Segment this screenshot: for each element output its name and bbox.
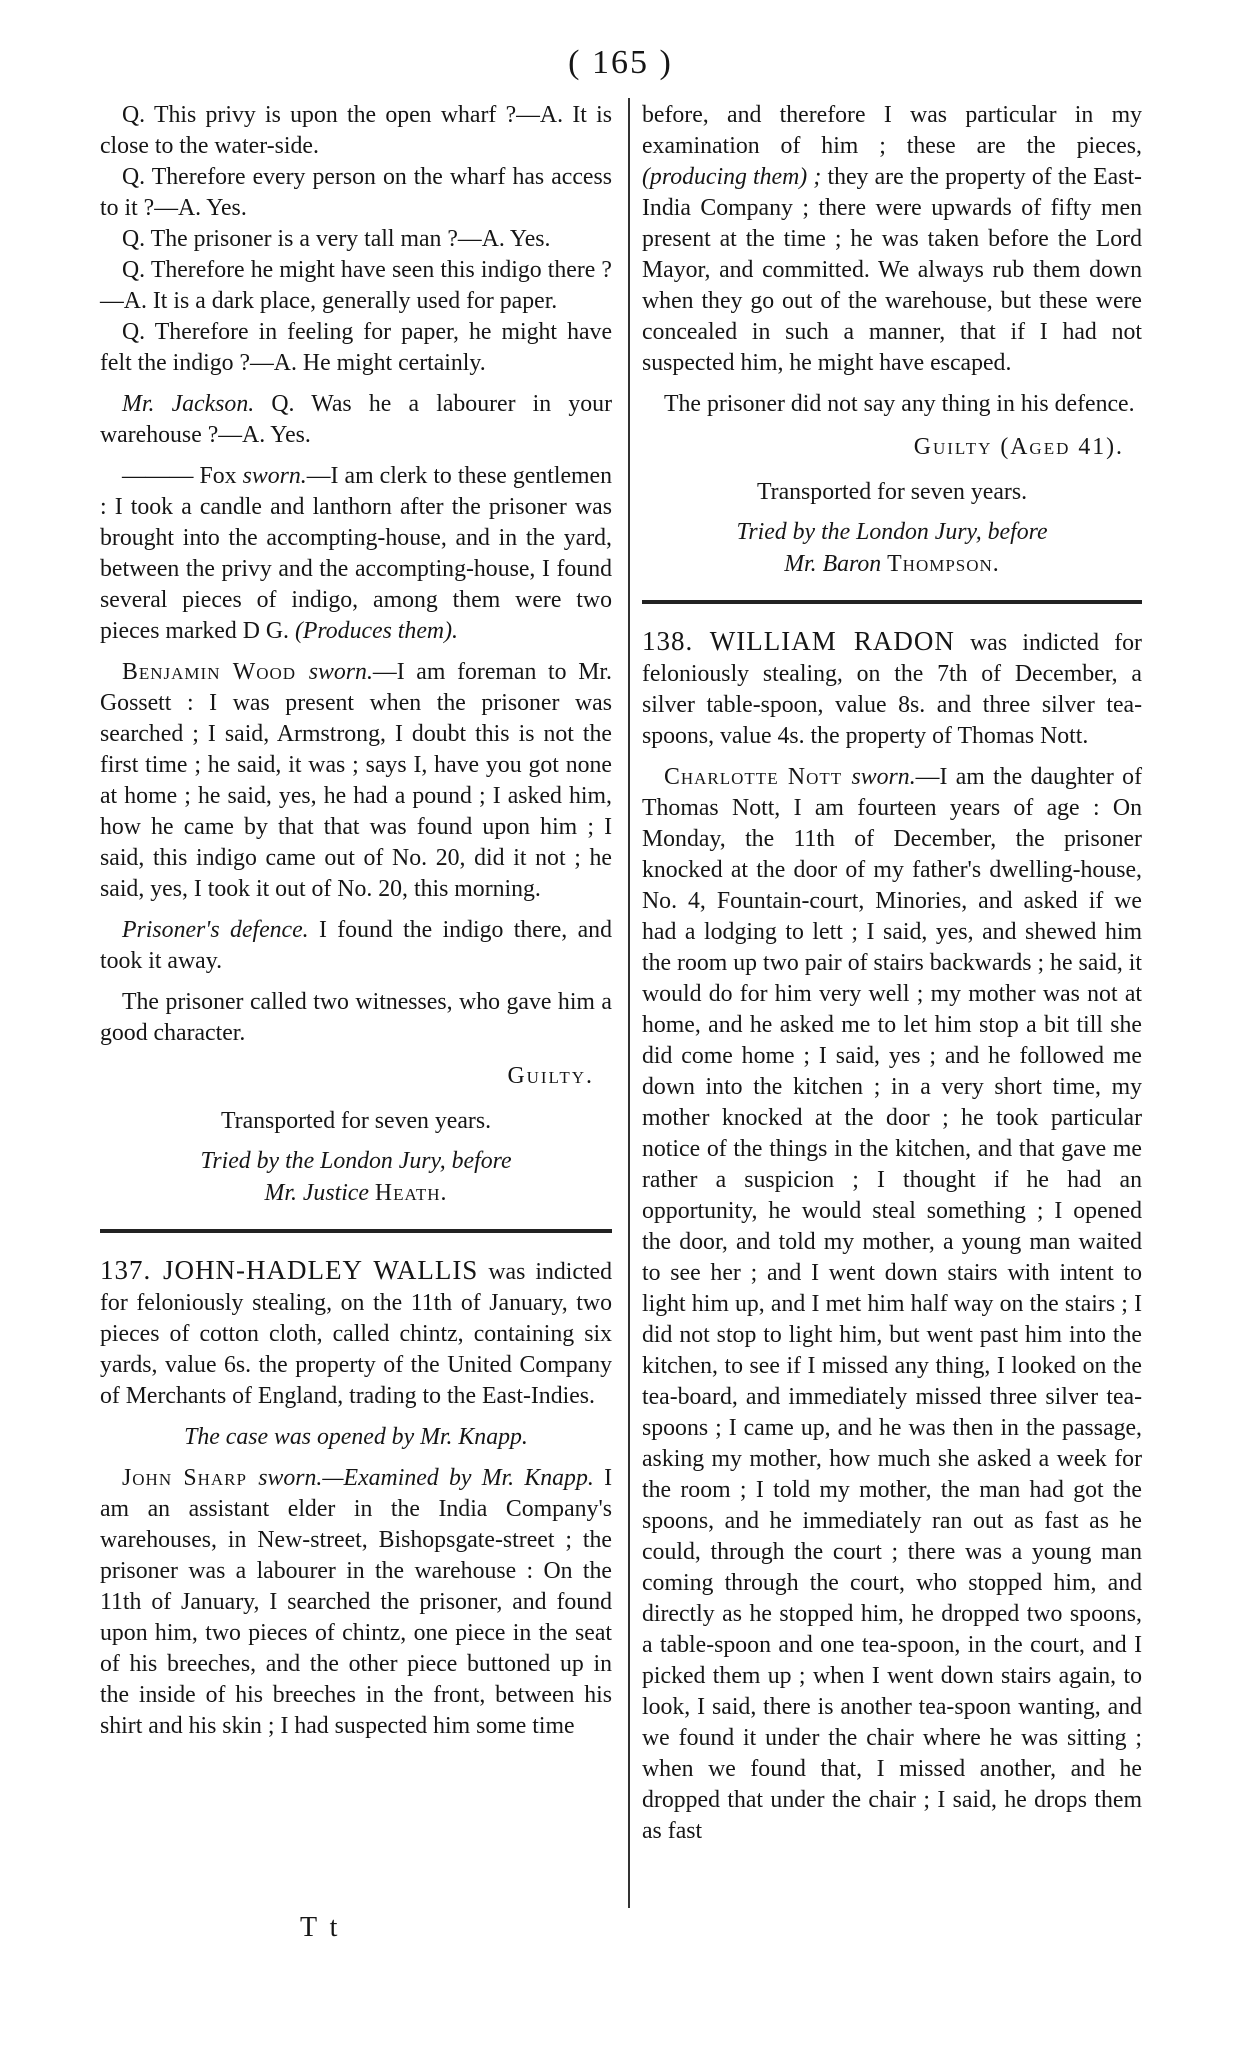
question-2: Q. Therefore every person on the wharf has access to it ?—A. Yes. bbox=[100, 164, 612, 221]
question-6 bbox=[100, 389, 612, 451]
tried-by bbox=[100, 1145, 612, 1209]
wood-name: Benjamin Wood bbox=[122, 659, 309, 685]
defence-text: I found the indigo there, and took it away. bbox=[100, 917, 612, 974]
question-1: Q. This privy is upon the open wharf ?—A. It is close to the water-side. bbox=[100, 102, 612, 159]
right-column bbox=[642, 100, 1142, 1847]
sharp-name: John Sharp bbox=[122, 1465, 259, 1491]
verdict: Guilty. bbox=[507, 1063, 594, 1089]
no-defence: The prisoner did not say any thing in his defence. bbox=[664, 391, 1135, 417]
tried-right-line-2a: Mr. Baron bbox=[784, 551, 888, 577]
judge-name-right: Thompson. bbox=[887, 551, 1000, 577]
case-opened: The case was opened by Mr. Knapp. bbox=[184, 1424, 528, 1450]
question-4: Q. Therefore he might have seen this indigo there ?—A. It is a dark place, generally used for paper. bbox=[100, 257, 612, 314]
tried-by-right bbox=[642, 516, 1142, 580]
nott-testimony bbox=[642, 762, 1142, 1847]
cont-text: before, and therefore I was particular in my examination of him ; these are the pieces, bbox=[642, 102, 1142, 159]
witnesses-text: The prisoner called two witnesses, who gave him a good character. bbox=[100, 989, 612, 1046]
sharp-text: I am an assistant elder in the India Company's warehouses, in New-street, Bishopsgate-street ; the prisoner was a labourer in the warehouse : On the 11th of January, I searched the prisoner, and found upon him, two pieces of chintz, one piece in the seat of his breeches, and the other piece buttoned up in the inside of his breeches in the front, between his shirt and his skin ; I had suspected him some time bbox=[100, 1465, 612, 1739]
sharp-sworn: sworn.—Examined by Mr. Knapp. bbox=[258, 1465, 594, 1491]
wood-sworn: sworn. bbox=[308, 659, 373, 685]
cont-producing: (producing them) ; bbox=[642, 164, 822, 190]
sentence: Transported for seven years. bbox=[220, 1108, 492, 1134]
signature-mark: T t bbox=[300, 1912, 341, 1943]
case-divider-right bbox=[642, 600, 1142, 604]
sentence-right: Transported for seven years. bbox=[756, 479, 1028, 505]
page-number: ( 165 ) bbox=[568, 44, 673, 81]
wood-testimony bbox=[100, 657, 612, 905]
judge-name: Heath. bbox=[374, 1180, 448, 1206]
sharp-continued bbox=[642, 100, 1142, 379]
tried-line-2a: Mr. Justice bbox=[264, 1180, 375, 1206]
case-138-title: 138. WILLIAM RADON bbox=[642, 626, 955, 656]
case-138-header bbox=[642, 626, 1142, 752]
case-137-title: 137. JOHN-HADLEY WALLIS bbox=[100, 1255, 479, 1285]
question-5: Q. Therefore in feeling for paper, he might have felt the indigo ?—A. He might certainly. bbox=[100, 319, 612, 376]
left-column bbox=[100, 100, 612, 1742]
case-138-text: was indicted for feloniously stealing, on the 7th of December, a silver table-spoon, value 8s. and three silver tea-spoons, value 4s. the property of Thomas Nott. bbox=[642, 630, 1142, 749]
verdict-138: Guilty (Aged 41). bbox=[913, 434, 1124, 460]
cont-rest: they are the property of the East-India Company ; there were upwards of fifty men present at the time ; he was taken before the Lord Mayor, and committed. We always rub them down when they go out of the warehouse, but these were concealed in such a manner, that if I had not suspected him, he might have escaped. bbox=[642, 164, 1142, 376]
nott-text: —I am the daughter of Thomas Nott, I am fourteen years of age : On Monday, the 11th of December, the prisoner knocked at the door of my father's dwelling-house, No. 4, Fountain-court, Minories, and asked if we had a lodging to lett ; I said, yes, and shewed him the room up two pair of stairs backwards ; he said, it would do for him very well ; my mother was not at home, and he asked me to let him stop a bit till she did come home ; I said, yes ; and he followed me down into the kitchen ; in a very short time, my mother knocked at the door ; he took particular notice of the things in the kitchen, and that gave me rather a suspicion ; I thought if he had an opportunity, he would steal something ; I opened the door, and told my mother, a young man waited to see her ; and I went down stairs with intent to light him up, and I met him half way on the stairs ; I did not stop to light him, but went past him into the kitchen, to see if I missed any thing, I looked on the tea-board, and immediately missed three silver tea-spoons ; I came up, and he was then in the passage, asking my mother, how much she asked a week for the room ; I told my mother, the man had got the spoons, and he immediately ran out as fast as he could, through the court ; there was a young man coming through the court, who stopped him, and directly as he stopped him, he dropped two spoons, a table-spoon and one tea-spoon, in the court, and I picked them up ; when I went down stairs again, to look, I said, there is another tea-spoon wanting, and we found it under the chair where he was sitting ; when we found that, I missed another, and he dropped that under the chair ; I said, he drops them as fast bbox=[642, 764, 1142, 1844]
wood-text: —I am foreman to Mr. Gossett : I was present when the prisoner was searched ; I said, Armstrong, I doubt this is not the first time ; he said, it was ; says I, have you got none at home ; he said, yes, he had a pound ; I asked him, how he came by that that was found upon him ; I said, this indigo came out of No. 20, did it not ; he said, yes, I took it out of No. 20, this morning. bbox=[100, 659, 612, 902]
fox-testimony bbox=[100, 461, 612, 647]
fox-text: —I am clerk to these gentlemen : I took a candle and lanthorn after the prisoner was brought into the accompting-house, and in the yard, between the privy and the accompting-house, I found several pieces of indigo, among them were two pieces marked D G. bbox=[100, 463, 613, 644]
question-6-text: Q. Was he a labourer in your warehouse ?—A. Yes. bbox=[100, 391, 613, 448]
case-divider bbox=[100, 1229, 612, 1233]
column-divider bbox=[628, 98, 630, 1908]
question-3: Q. The prisoner is a very tall man ?—A. Yes. bbox=[122, 226, 551, 252]
nott-sworn: sworn. bbox=[851, 764, 916, 790]
nott-name: Charlotte Nott bbox=[664, 764, 852, 790]
sharp-testimony bbox=[100, 1463, 612, 1742]
fox-lead: ——— Fox bbox=[122, 463, 243, 489]
defence-label: Prisoner's defence. bbox=[122, 917, 309, 943]
fox-produces: (Produces them). bbox=[294, 618, 458, 644]
tried-line-1: Tried by the London Jury, before bbox=[200, 1148, 512, 1174]
prisoner-defence bbox=[100, 915, 612, 977]
fox-sworn: sworn. bbox=[242, 463, 307, 489]
tried-right-line-1: Tried by the London Jury, before bbox=[736, 519, 1048, 545]
case-137-header bbox=[100, 1255, 612, 1412]
speaker-name: Mr. Jackson. bbox=[122, 391, 255, 417]
case-137-text: was indicted for feloniously stealing, on the 11th of January, two pieces of cotton cloth, called chintz, containing six yards, value 6s. the property of the United Company of Merchants of England, trading to the East-Indies. bbox=[100, 1259, 612, 1409]
